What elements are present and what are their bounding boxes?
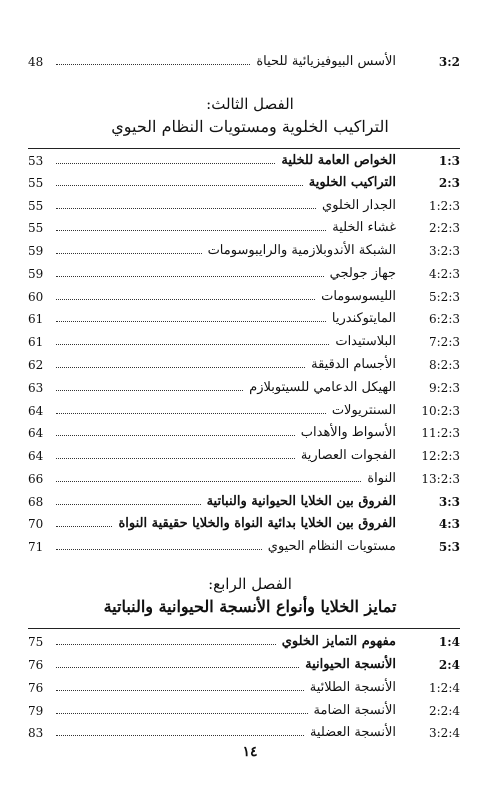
section-title: الفروق بين الخلايا بدائية النواة والخلايا حقيقية النواة: [118, 516, 396, 531]
dot-leader: [56, 458, 295, 459]
toc-entry: [28, 535, 460, 555]
section-title: المايتوكندريا: [331, 311, 396, 326]
page-number: 64: [28, 404, 44, 418]
toc-entry: [28, 50, 460, 70]
section-title: التراكيب الخلوية: [308, 175, 396, 190]
section-number: 4:3: [438, 517, 460, 531]
page-number: 64: [28, 426, 44, 440]
section-number: 9:2:3: [429, 381, 460, 395]
section-number: 7:2:3: [429, 335, 460, 349]
section-title: الجدار الخلوي: [322, 198, 396, 213]
dot-leader: [56, 390, 243, 391]
toc-entry: [28, 512, 460, 532]
toc-entry: [28, 630, 460, 650]
dot-leader: [56, 690, 304, 691]
dot-leader: [56, 413, 326, 414]
section-title: الأنسجة الطلائية: [309, 680, 396, 695]
section-number: 3:3: [438, 495, 460, 509]
dot-leader: [56, 253, 202, 254]
page-number: 64: [28, 449, 44, 463]
toc-entry: [28, 376, 460, 396]
dot-leader: [56, 435, 295, 436]
page-number: 79: [28, 704, 44, 718]
page-number: 61: [28, 312, 44, 326]
chapter-title: تمايز الخلايا وأنواع الأنسجة الحيوانية والنباتية: [103, 597, 397, 616]
section-title: النواة: [367, 471, 396, 486]
section-number: 2:2:3: [429, 221, 460, 235]
section-title: الفجوات العصارية: [300, 448, 396, 463]
section-title: الليسوسومات: [321, 289, 396, 304]
page-number: 48: [28, 55, 44, 69]
toc-entry: [28, 721, 460, 741]
section-number: 2:4: [438, 658, 460, 672]
toc-entry: [28, 353, 460, 373]
dot-leader: [56, 64, 250, 65]
section-number: 1:3: [438, 154, 460, 168]
page-number: 59: [28, 267, 44, 281]
dot-leader: [56, 321, 326, 322]
dot-leader: [56, 644, 276, 645]
toc-entry: [28, 676, 460, 696]
section-number: 3:2: [438, 55, 460, 69]
section-title: الخواص العامة للخلية: [281, 153, 396, 168]
toc-entry: [28, 239, 460, 259]
chapter-title: التراكيب الخلوية ومستويات النظام الحيوي: [111, 117, 389, 136]
dot-leader: [56, 344, 329, 345]
section-title: الأنسجة الحيوانية: [305, 657, 396, 672]
section-number: 5:3: [438, 540, 460, 554]
toc-entry: [28, 149, 460, 169]
section-title: الأنسجة العضلية: [309, 725, 396, 740]
page-number: 76: [28, 681, 44, 695]
dot-leader: [56, 549, 262, 550]
dot-leader: [56, 504, 201, 505]
page-number: 62: [28, 358, 44, 372]
page-number: 59: [28, 244, 44, 258]
toc-entry: [28, 490, 460, 510]
toc-entry: [28, 262, 460, 282]
section-number: 5:2:3: [429, 290, 460, 304]
toc-entry: [28, 330, 460, 350]
page-number: 55: [28, 221, 44, 235]
toc-entry: [28, 653, 460, 673]
section-number: 1:4: [438, 635, 460, 649]
page-number: 83: [28, 726, 44, 740]
toc-entry: [28, 307, 460, 327]
section-title: الأنسجة الضامة: [313, 703, 396, 718]
page-number: 66: [28, 472, 44, 486]
dot-leader: [56, 713, 308, 714]
section-title: السنتريولات: [331, 403, 396, 418]
dot-leader: [56, 367, 305, 368]
page-number: 55: [28, 176, 44, 190]
dot-leader: [56, 735, 304, 736]
section-title: الأجسام الدقيقة: [311, 357, 396, 372]
dot-leader: [56, 667, 299, 668]
section-title: الأسس البيوفيزيائية للحياة: [256, 54, 396, 69]
toc-entry: [28, 699, 460, 719]
section-number: 6:2:3: [429, 312, 460, 326]
section-number: 3:2:3: [429, 244, 460, 258]
dot-leader: [56, 230, 326, 231]
divider: [28, 628, 460, 629]
section-title: الأسواط والأهداب: [300, 425, 396, 440]
section-number: 11:2:3: [421, 426, 460, 440]
toc-entry: [28, 421, 460, 441]
page-number: 63: [28, 381, 44, 395]
section-number: 2:3: [438, 176, 460, 190]
toc-entry: [28, 171, 460, 191]
section-title: الشبكة الأندوبلازمية والرايبوسومات: [207, 243, 396, 258]
page-number: 68: [28, 495, 44, 509]
dot-leader: [56, 299, 315, 300]
toc-entry: [28, 467, 460, 487]
page-number: 75: [28, 635, 44, 649]
section-title: الهيكل الدعامي للسيتوبلازم: [249, 380, 396, 395]
section-number: 10:2:3: [421, 404, 460, 418]
toc-entry: [28, 444, 460, 464]
dot-leader: [56, 208, 316, 209]
section-title: جهاز جولجي: [329, 266, 396, 281]
dot-leader: [56, 526, 112, 527]
section-title: مستويات النظام الحيوي: [267, 539, 396, 554]
dot-leader: [56, 481, 361, 482]
section-title: غشاء الخلية: [332, 220, 396, 235]
section-number: 3:2:4: [429, 726, 460, 740]
section-title: الفروق بين الخلايا الحيوانية والنباتية: [206, 494, 396, 509]
section-number: 12:2:3: [421, 449, 460, 463]
toc-entry: [28, 399, 460, 419]
section-title: مفهوم التمايز الخلوي: [281, 634, 396, 649]
dot-leader: [56, 163, 275, 164]
section-number: 1:2:3: [429, 199, 460, 213]
dot-leader: [56, 276, 324, 277]
toc-entry: [28, 194, 460, 214]
page-number: 70: [28, 517, 44, 531]
chapter-label: الفصل الرابع:: [208, 575, 292, 593]
page-number: 61: [28, 335, 44, 349]
page-number: 71: [28, 540, 44, 554]
section-number: 4:2:3: [429, 267, 460, 281]
page-number: 53: [28, 154, 44, 168]
page-number: 76: [28, 658, 44, 672]
toc-entry: [28, 216, 460, 236]
chapter-label: الفصل الثالث:: [206, 95, 294, 113]
section-number: 13:2:3: [421, 472, 460, 486]
page-number: 60: [28, 290, 44, 304]
dot-leader: [56, 185, 303, 186]
section-number: 8:2:3: [429, 358, 460, 372]
page-footer-number: ١٤: [242, 744, 258, 760]
page-number: 55: [28, 199, 44, 213]
section-title: البلاستيدات: [335, 334, 396, 349]
toc-entry: [28, 285, 460, 305]
section-number: 1:2:4: [429, 681, 460, 695]
section-number: 2:2:4: [429, 704, 460, 718]
